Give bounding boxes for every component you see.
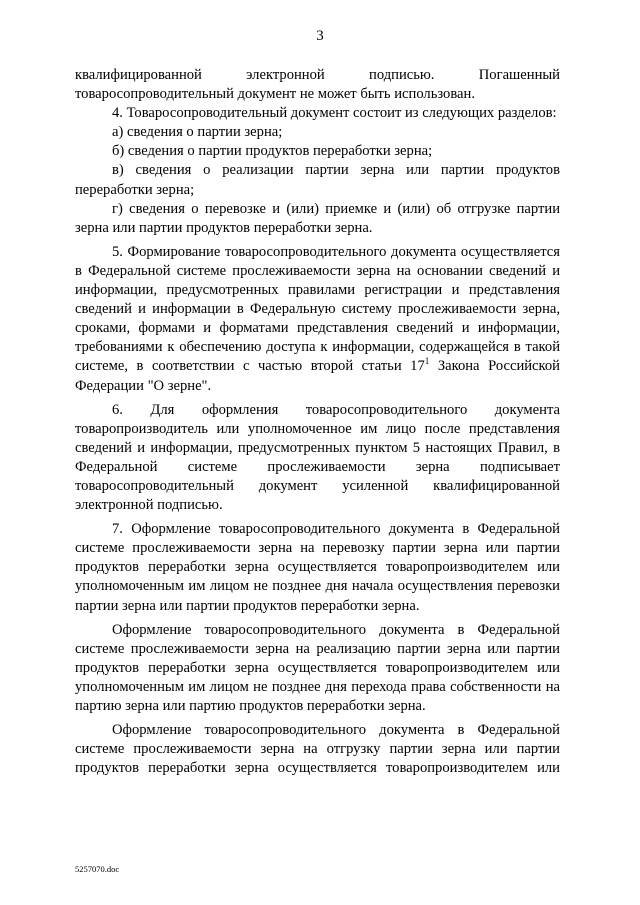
subitem-v: в) сведения о реализации партии зерна или партии продуктов переработки зерна;: [75, 162, 560, 198]
subitem-b: б) сведения о партии продуктов переработки зерна;: [112, 143, 433, 160]
paragraph-item-7-realization: Оформление товаросопроводительного документа в Федеральной системе прослеживаемости зерна на реализацию партии зерна или партии продуктов переработки зерна осуществляется товаропроизводителем или уполномоченным им лицом не позднее дня перехода права собственности на партию зерна или партию продуктов переработки зерна.: [75, 621, 560, 714]
document-body: [75, 66, 560, 778]
paragraph-item-7-shipment: Оформление товаросопроводительного документа в Федеральной системе прослеживаемости зерна на отгрузку партии зерна или партии продуктов переработки зерна осуществляется товаропроизводителем или: [75, 722, 560, 777]
subitem-g: г) сведения о перевозке и (или) приемке и (или) об отгрузке партии зерна или партии продуктов переработки зерна.: [75, 200, 560, 236]
paragraph-item-5-text: 5. Формирование товаросопроводительного документа осуществляется в Федеральной системе прослеживаемости зерна на основании сведений и информации, предусмотренных правилами регистрации и представления сведений и информации в Федеральную систему прослеживаемости зерна, сроками, формами и форматами представления сведений и информации, требованиями к обеспечению доступа к информации, содержащейся в такой системе, в соответствии с частью второй статьи 17: [75, 243, 560, 375]
paragraph-item-4: 4. Товаросопроводительный документ состоит из следующих разделов:: [112, 105, 557, 122]
subitem-a: а) сведения о партии зерна;: [112, 124, 283, 141]
paragraph-item-5-tail: Закона Российской Федерации "О зерне".: [75, 358, 560, 394]
paragraph-item-5: [75, 243, 560, 396]
file-name-footer: 5257070.doc: [75, 864, 120, 874]
paragraph-item-7: 7. Оформление товаросопроводительного документа в Федеральной системе прослеживаемости зерна на перевозку партии зерна или партии продуктов переработки зерна осуществляется товаропроизводителем или уполномоченным им лицом не позднее дня начала осуществления перевозки партии зерна или партии продуктов переработки зерна.: [75, 521, 560, 614]
page-number: 3: [316, 28, 324, 44]
paragraph-continuation: квалифицированной электронной подписью. Погашенный товаросопроводительный документ не может быть использован.: [75, 67, 560, 103]
paragraph-item-6: 6. Для оформления товаросопроводительного документа товаропроизводитель или уполномоченное им лицо после представления сведений и информации, предусмотренных пунктом 5 настоящих Правил, в Федеральной системе прослеживаемости зерна подписывает товаросопроводительный документ усиленной квалифицированной электронной подписью.: [75, 401, 560, 514]
superscript-mark: 1: [424, 356, 430, 367]
